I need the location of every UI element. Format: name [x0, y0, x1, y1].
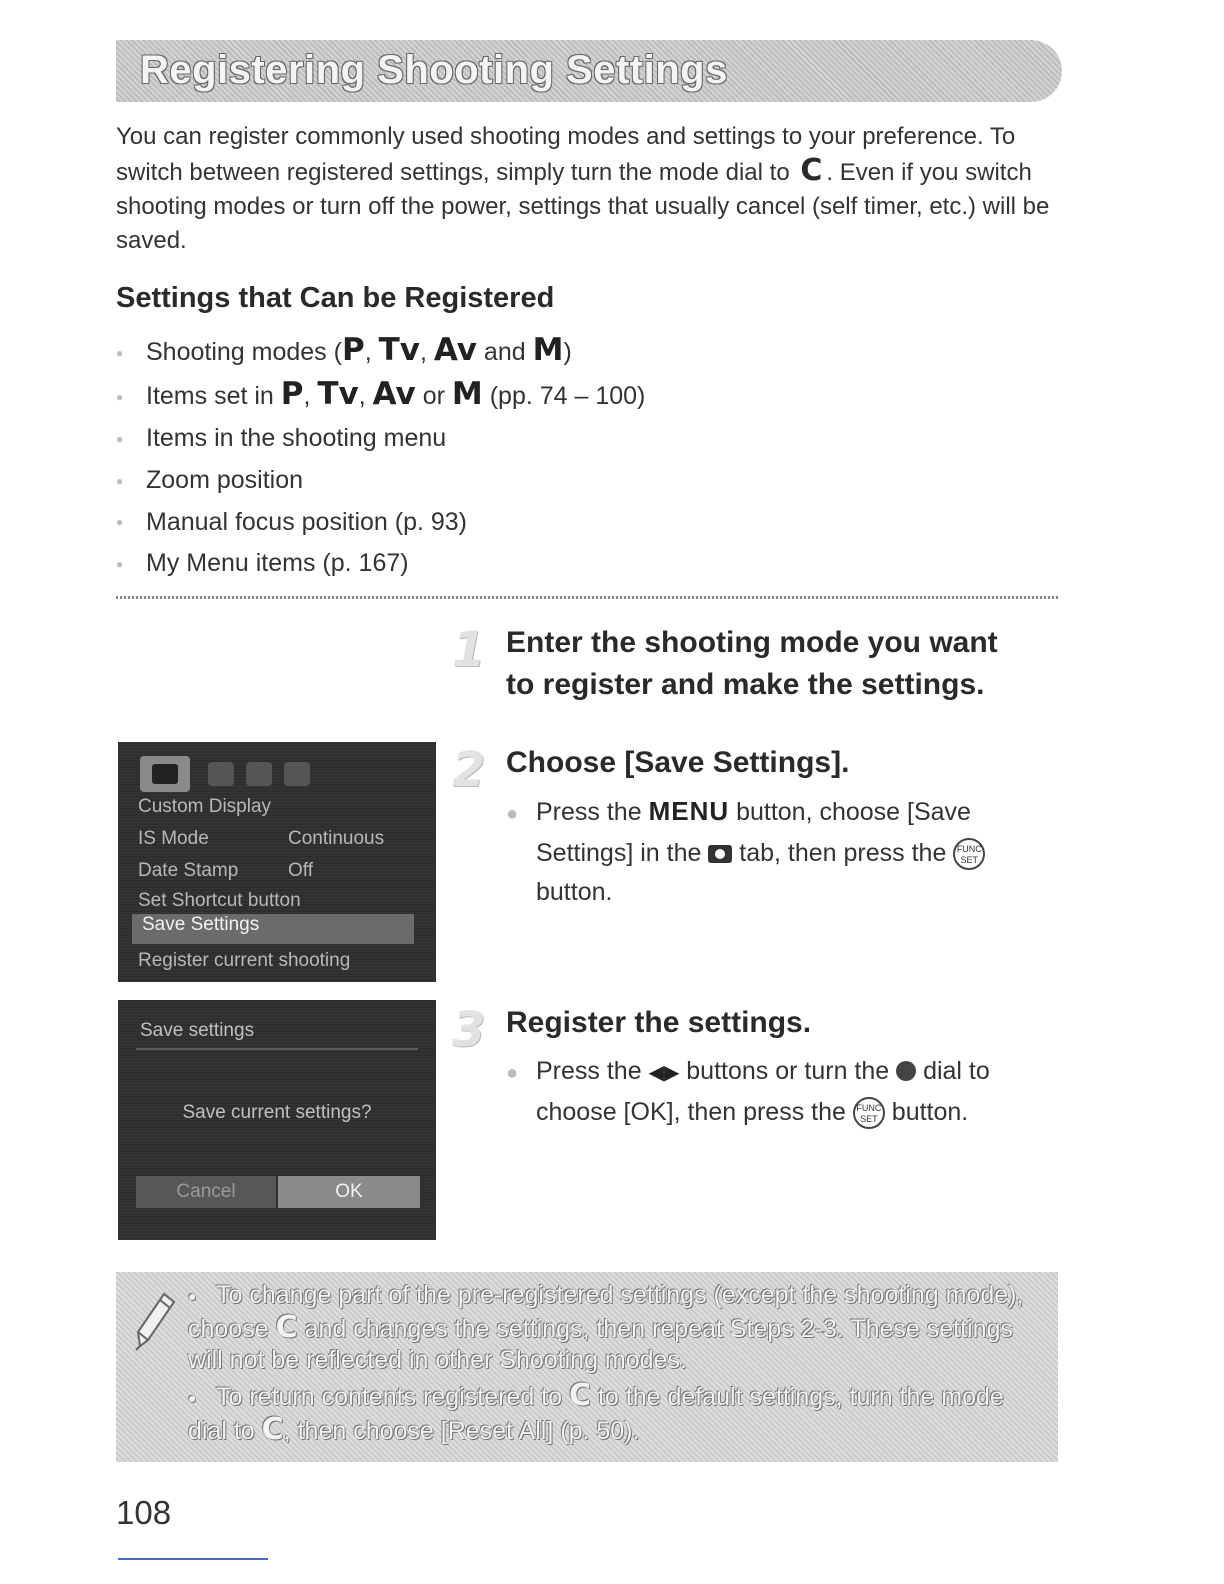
- intro-text-1: You can register commonly used shooting modes and settings to your preference. To switch between registered settings, simply turn the mode dial to: [116, 123, 1016, 186]
- playback-tab-icon: [246, 762, 272, 786]
- camera-tab-icon: [140, 756, 190, 792]
- step-line: [506, 834, 1056, 873]
- step-text: button.: [536, 878, 613, 906]
- menu-row-label: Set Shortcut button: [138, 890, 301, 911]
- note-text: and changes the settings, then repeat Steps 2-3. These settings will not be reflected in other Shooting modes.: [188, 1314, 1013, 1374]
- settings-list: [116, 330, 1016, 585]
- note-list: [188, 1280, 1044, 1451]
- menu-row-label: Custom Display: [138, 796, 272, 817]
- section-heading: Settings that Can be Registered: [116, 282, 555, 314]
- func-label: FUNC: [956, 844, 982, 855]
- list-text: (pp. 74 – 100): [482, 381, 646, 410]
- step-text: button, choose [Save: [729, 798, 971, 826]
- step-text: buttons or turn the: [679, 1057, 897, 1085]
- bullet-icon: ●: [506, 803, 519, 825]
- note-text: To return contents registered to: [216, 1382, 563, 1411]
- step-text: choose [OK], then press the: [536, 1098, 853, 1126]
- menu-row: [138, 860, 416, 890]
- step-line: [506, 1093, 1066, 1132]
- list-text: ,: [364, 338, 379, 366]
- list-text: ,: [419, 338, 434, 366]
- mode-tv-icon: Tv: [317, 375, 359, 412]
- step-title-2: Choose [Save Settings].: [506, 746, 850, 779]
- step-number-1: 1: [452, 622, 486, 678]
- step-line: [506, 1052, 1066, 1093]
- ok-button: OK: [278, 1176, 420, 1208]
- bullet-icon: ●: [188, 1287, 197, 1304]
- step-text: button.: [884, 1098, 969, 1126]
- list-item: [116, 374, 1016, 418]
- bullet-icon: ●: [188, 1389, 197, 1406]
- dialog-divider: [136, 1048, 418, 1050]
- section-divider: [116, 596, 1058, 599]
- mode-p-icon: P: [341, 332, 365, 368]
- bullet-icon: ●: [506, 1062, 519, 1084]
- list-item: [116, 502, 1016, 544]
- page-rule: [118, 1558, 268, 1560]
- step-text: Press the: [536, 798, 649, 826]
- step-title-1: [506, 622, 998, 706]
- list-text: My Menu items (p. 167): [146, 549, 409, 578]
- step-title-line: to register and make the settings.: [506, 668, 985, 701]
- mode-p-icon: P: [280, 375, 304, 412]
- list-text: ,: [303, 381, 318, 410]
- func-set-icon: [853, 1097, 885, 1129]
- list-text: Items set in: [146, 381, 281, 410]
- func-label: FUNC: [856, 1103, 882, 1114]
- bullet-icon: ●: [116, 473, 124, 488]
- camera-menu-screen: [118, 742, 436, 982]
- mode-av-icon: Av: [372, 375, 416, 412]
- intro-paragraph: [116, 120, 1066, 258]
- set-label: SET: [960, 855, 979, 866]
- note-box: [116, 1272, 1058, 1462]
- func-set-icon: [953, 838, 985, 870]
- list-item: [116, 460, 1016, 502]
- menu-row: [138, 828, 416, 858]
- step-body-2: [506, 792, 1056, 912]
- bullet-icon: ●: [116, 515, 124, 530]
- step-line: [506, 792, 1056, 834]
- step-number-3: 3: [452, 1002, 486, 1058]
- note-item: [188, 1280, 1044, 1376]
- dialog-question: Save current settings?: [182, 1102, 372, 1123]
- menu-row-value: Off: [288, 860, 313, 881]
- note-text: To change part of the pre-registered settings (except the shooting mode), choose: [188, 1281, 1024, 1343]
- list-item: [116, 330, 1016, 374]
- custom-mode-icon: C: [568, 1377, 592, 1413]
- camera-tab-icon: [708, 845, 732, 863]
- save-settings-screen: [118, 1000, 436, 1240]
- menu-row-label: IS Mode: [138, 828, 209, 849]
- list-text: Shooting modes (: [146, 338, 342, 366]
- settings-tab-icon: [208, 762, 234, 786]
- left-right-arrows-icon: ◀▶: [648, 1062, 680, 1084]
- list-text: Zoom position: [146, 465, 304, 494]
- note-text: , then choose [Reset All] (p. 50).: [283, 1416, 640, 1445]
- step-title-line: Enter the shooting mode you want: [506, 626, 998, 659]
- custom-mode-icon: C: [800, 153, 823, 188]
- mode-tv-icon: Tv: [378, 332, 420, 368]
- menu-button-label: MENU: [648, 796, 730, 826]
- title-banner: [116, 40, 1062, 102]
- page-title: Registering Shooting Settings: [140, 48, 728, 92]
- menu-row: [138, 950, 416, 980]
- page-number: 108: [116, 1494, 172, 1531]
- list-text: ): [563, 338, 572, 366]
- step-text: dial to: [916, 1057, 990, 1085]
- bullet-icon: ●: [116, 389, 124, 404]
- list-item: [116, 543, 1016, 585]
- mode-av-icon: Av: [433, 332, 477, 368]
- menu-row-label: Save Settings: [142, 914, 260, 935]
- list-text: ,: [358, 381, 373, 410]
- step-number-2: 2: [452, 742, 486, 798]
- custom-mode-icon: C: [261, 1411, 284, 1447]
- intro-text-2: . Even if you switch shooting modes or turn off the power, settings that usually cancel (self timer, etc.) will be saved.: [116, 159, 1050, 254]
- step-title-3: Register the settings.: [506, 1006, 812, 1039]
- list-text: and: [476, 338, 533, 366]
- list-item: [116, 418, 1016, 460]
- custom-mode-icon: C: [275, 1309, 298, 1345]
- step-body-3: [506, 1052, 1066, 1132]
- menu-row-label: Register current shooting: [138, 950, 351, 971]
- list-text: Items in the shooting menu: [146, 423, 447, 452]
- mode-m-icon: M: [451, 375, 483, 412]
- menu-row-selected: [132, 914, 414, 944]
- dialog-title: Save settings: [140, 1020, 255, 1041]
- mode-m-icon: M: [532, 332, 564, 368]
- note-item: [188, 1377, 1044, 1447]
- list-text: Manual focus position (p. 93): [146, 507, 468, 536]
- menu-row-value: Continuous: [288, 828, 385, 849]
- step-text: tab, then press the: [732, 839, 954, 867]
- menu-row-label: Date Stamp: [138, 860, 239, 881]
- list-text: or: [415, 381, 452, 410]
- note-text: to the default settings, turn the mode dial to: [188, 1382, 1004, 1445]
- menu-row: [138, 796, 416, 826]
- step-text: Settings] in the: [536, 839, 709, 867]
- cancel-button: Cancel: [136, 1176, 276, 1208]
- bullet-icon: ●: [116, 431, 124, 446]
- bullet-icon: ●: [116, 345, 124, 360]
- bullet-icon: ●: [116, 557, 124, 572]
- set-label: SET: [860, 1114, 878, 1125]
- pencil-icon: [130, 1284, 176, 1354]
- mymenu-tab-icon: [284, 762, 310, 786]
- step-text: Press the: [536, 1057, 649, 1085]
- control-dial-icon: [896, 1061, 916, 1081]
